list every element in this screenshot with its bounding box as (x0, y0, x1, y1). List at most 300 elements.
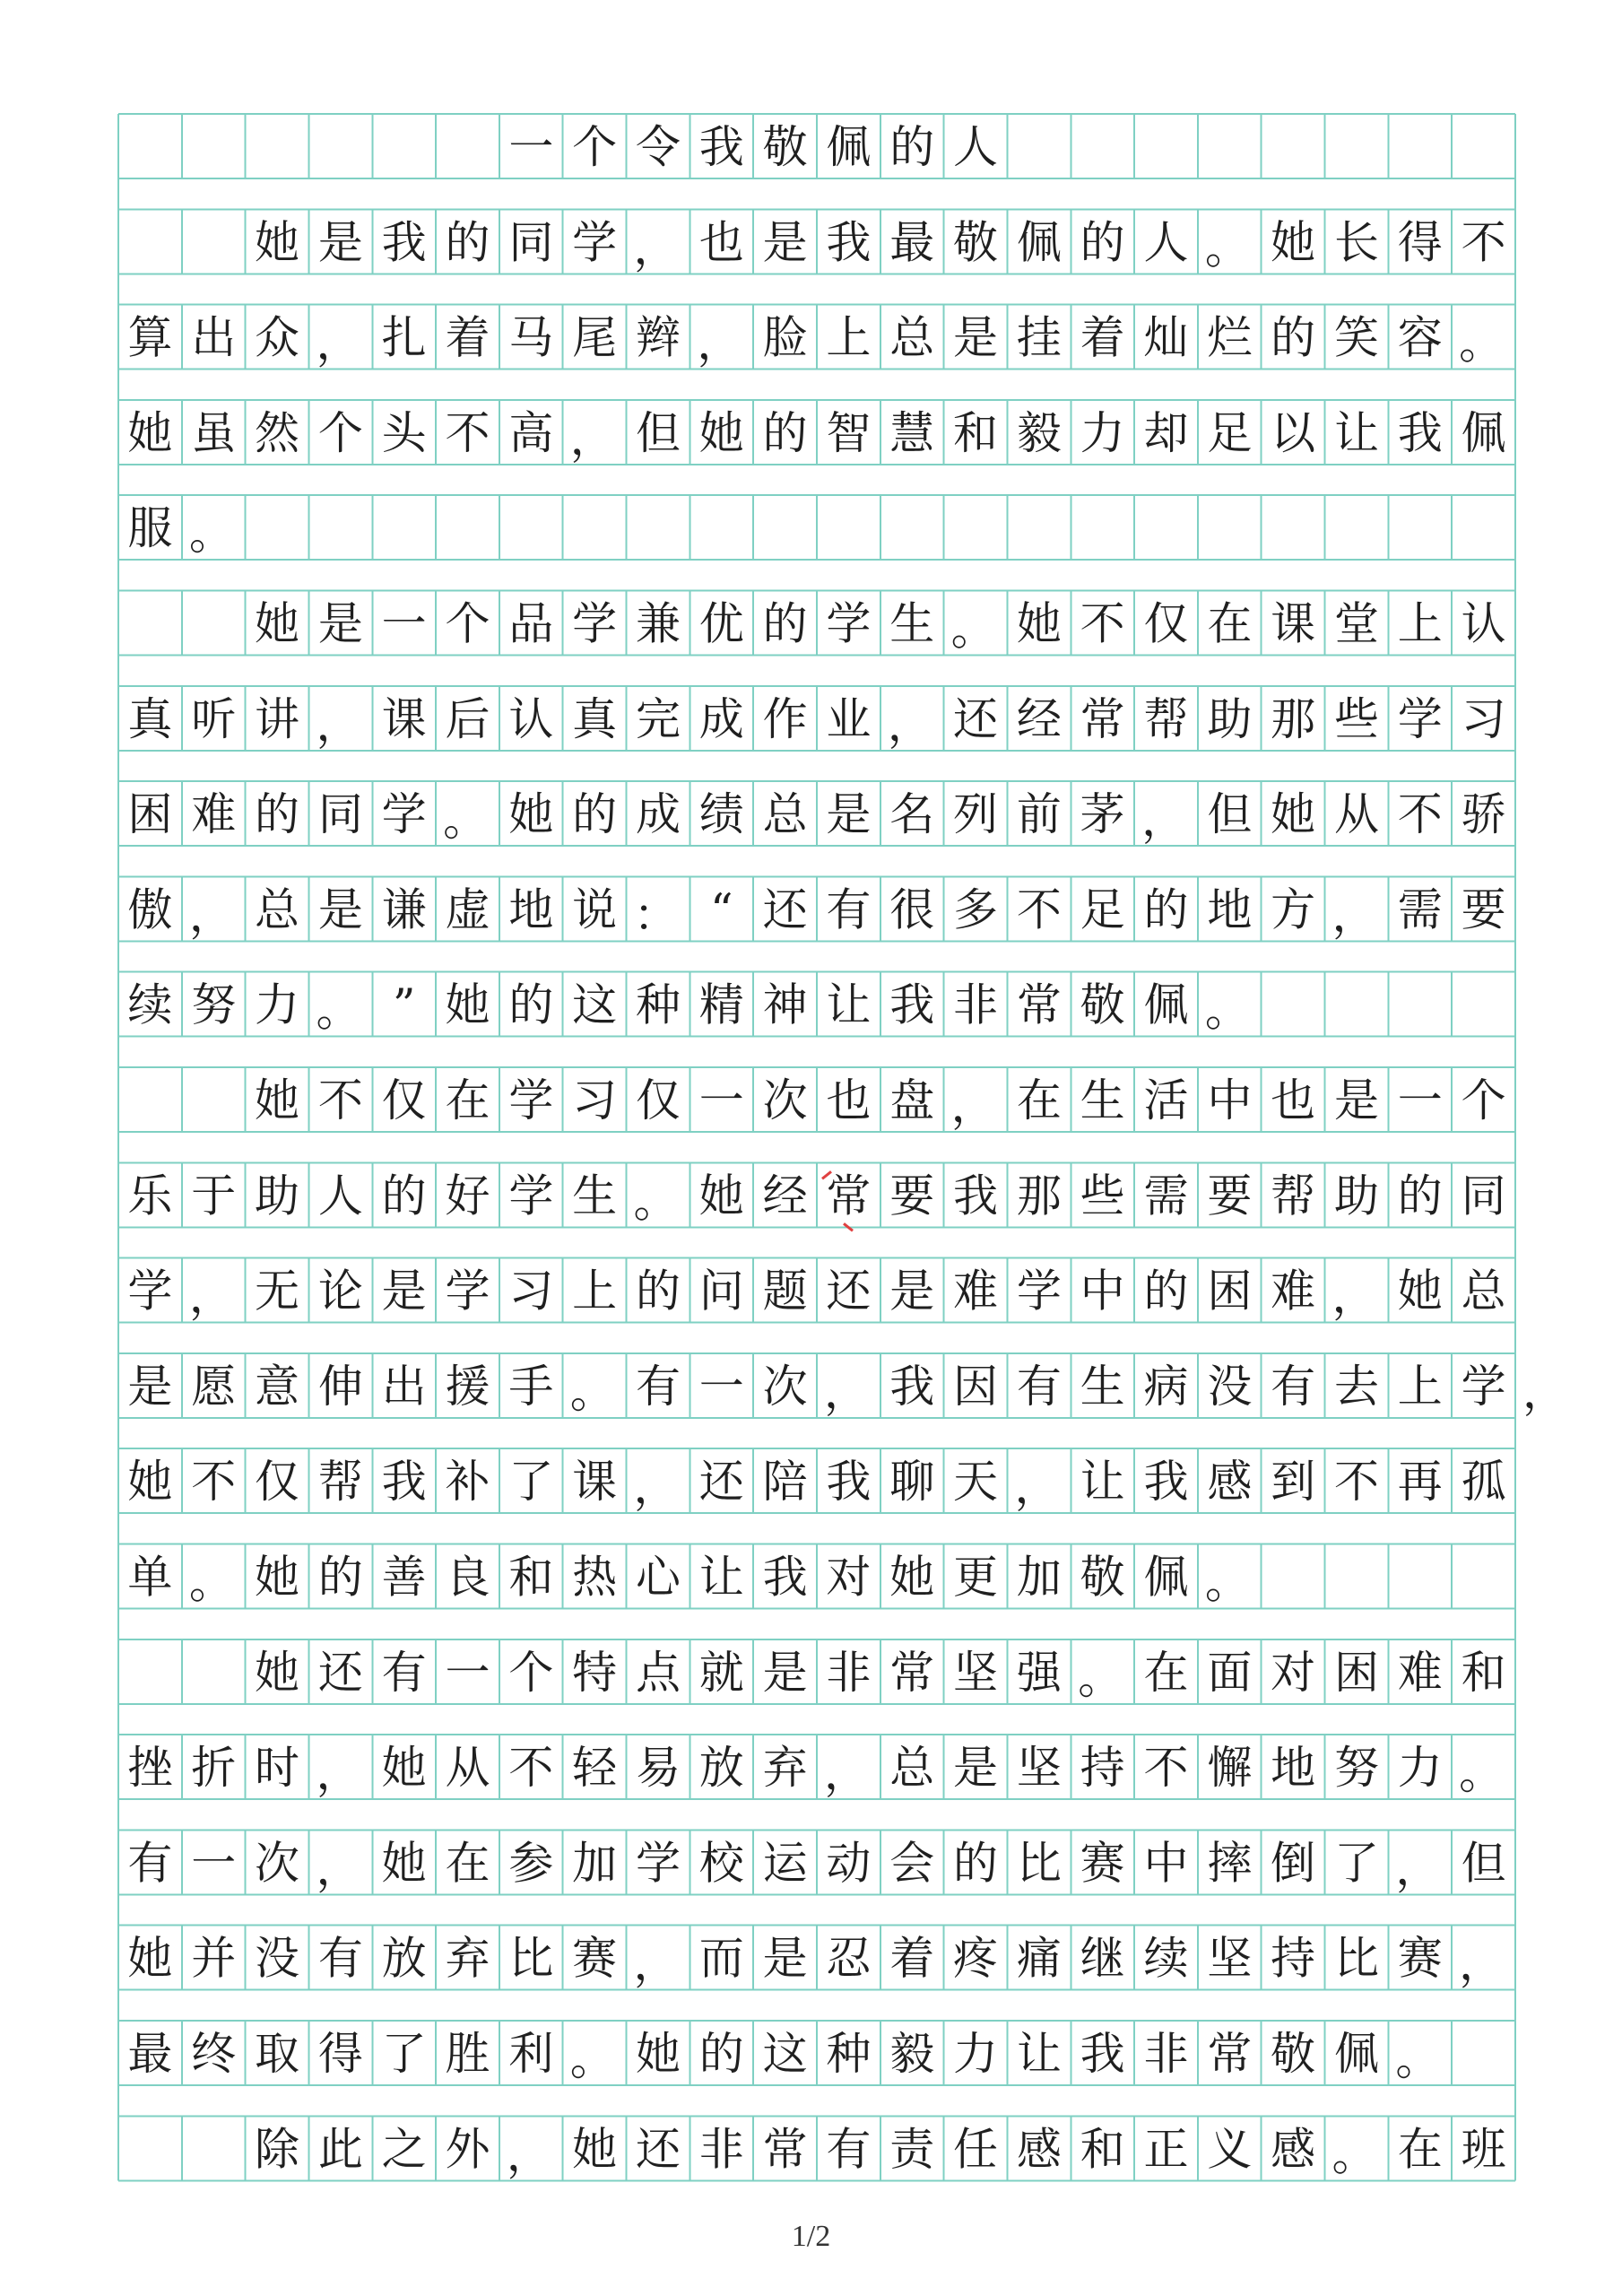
grid-char: 天 (953, 1456, 999, 1509)
grid-char: 得 (1397, 216, 1443, 269)
grid-char: 加 (1016, 1551, 1062, 1604)
grid-char: 总 (1461, 1265, 1506, 1318)
grid-char: 课 (572, 1456, 618, 1509)
grid-char: 还 (698, 1456, 744, 1509)
grid-char: 在 (1207, 597, 1253, 650)
grid-char: 时 (255, 1742, 300, 1795)
grid-char: 的 (1271, 311, 1316, 364)
grid-char: 赛 (572, 1932, 618, 1985)
grid-char: 续 (1143, 1932, 1189, 1985)
grid-char: 我 (1143, 1456, 1189, 1509)
grid-char: 烂 (1207, 311, 1253, 364)
grid-char: 然 (255, 406, 300, 459)
grid-char: 的 (1143, 883, 1189, 936)
grid-char: 总 (255, 883, 300, 936)
grid-char: 让 (1333, 406, 1379, 459)
grid-char: 感 (1207, 1456, 1253, 1509)
grid-char: 习 (508, 1265, 554, 1318)
grid-char: 面 (1207, 1646, 1253, 1699)
grid-char: 扎 (381, 311, 427, 364)
grid-char: 的 (953, 1837, 999, 1890)
grid-char: 忍 (826, 1932, 872, 1985)
grid-char: 校 (698, 1837, 744, 1890)
grid-char: 说 (572, 883, 618, 936)
grid-char: 骄 (1461, 788, 1506, 841)
grid-char: 终 (191, 2028, 237, 2080)
grid-char: 单 (127, 1551, 173, 1604)
grid-char: 她 (889, 1551, 935, 1604)
grid-char: 敬 (762, 121, 808, 173)
grid-char: 挫 (127, 1742, 173, 1795)
grid-char: 智 (826, 406, 872, 459)
grid-char: 放 (381, 1932, 427, 1985)
grid-char: 痛 (1016, 1932, 1062, 1985)
grid-char: 佩 (826, 121, 872, 173)
grid-char: 这 (762, 2028, 808, 2080)
grid-char: 和 (1080, 2123, 1125, 2176)
grid-char: ， (950, 1080, 996, 1132)
grid-char: 同 (317, 788, 363, 841)
grid-char: 她 (255, 1646, 300, 1699)
grid-char: 她 (1271, 216, 1316, 269)
grid-char: 参 (508, 1837, 554, 1890)
grid-char: 一 (1397, 1074, 1443, 1126)
grid-char: 她 (127, 1456, 173, 1509)
grid-char: 题 (762, 1265, 808, 1318)
grid-char: ， (316, 1747, 361, 1800)
grid-char: 虽 (191, 406, 237, 459)
grid-char: 对 (826, 1551, 872, 1604)
grid-char: 神 (762, 978, 808, 1031)
grid-char: ， (506, 2128, 551, 2181)
grid-char: 容 (1397, 311, 1443, 364)
grid-char: 我 (762, 1551, 808, 1604)
grid-char: 困 (127, 788, 173, 841)
grid-char: 非 (698, 2123, 744, 2176)
grid-char: 补 (445, 1456, 490, 1509)
grid-char: ， (1014, 1461, 1060, 1514)
grid-char: 还 (953, 692, 999, 745)
grid-char: 地 (1271, 1742, 1316, 1795)
grid-char: 的 (255, 788, 300, 841)
grid-char: 加 (572, 1837, 618, 1890)
grid-char: 有 (1271, 1360, 1316, 1413)
grid-char: 有 (381, 1646, 427, 1699)
grid-char: 敬 (1080, 978, 1125, 1031)
grid-char: 持 (1271, 1932, 1316, 1985)
grid-char: 手 (508, 1360, 554, 1413)
grid-char: 要 (1207, 1170, 1253, 1222)
grid-char: 学 (1461, 1360, 1506, 1413)
grid-char: 些 (1080, 1170, 1125, 1222)
grid-char: 。 (1395, 2033, 1441, 2085)
grid-char: 经 (762, 1170, 808, 1222)
grid-char: 上 (826, 311, 872, 364)
grid-char: 是 (889, 1265, 935, 1318)
grid-char: 学 (508, 1170, 554, 1222)
grid-char: 到 (1271, 1456, 1316, 1509)
grid-char: 慧 (889, 406, 935, 459)
grid-char: 努 (191, 978, 237, 1031)
grid-char: 放 (698, 1742, 744, 1795)
grid-char: 她 (698, 406, 744, 459)
grid-char: 胜 (445, 2028, 490, 2080)
grid-char: 有 (1016, 1360, 1062, 1413)
grid-char: ， (316, 317, 361, 370)
grid-char: 一 (698, 1074, 744, 1126)
grid-char: 灿 (1143, 311, 1189, 364)
grid-char: 她 (1397, 1265, 1443, 1318)
grid-char: 。 (633, 1175, 679, 1228)
grid-char: 名 (889, 788, 935, 841)
grid-char: 。 (1331, 2128, 1377, 2181)
grid-char: 学 (635, 1837, 681, 1890)
grid-char: 好 (445, 1170, 490, 1222)
grid-char: 作 (762, 692, 808, 745)
grid-char: 和 (953, 406, 999, 459)
grid-char: 业 (826, 692, 872, 745)
grid-char: 算 (127, 311, 173, 364)
grid-char: 我 (889, 978, 935, 1031)
grid-char: 比 (508, 1932, 554, 1985)
grid-char: 陪 (762, 1456, 808, 1509)
grid-char: 最 (127, 2028, 173, 2080)
grid-char: ， (633, 222, 679, 274)
grid-char: ， (887, 698, 932, 751)
grid-char: 她 (508, 788, 554, 841)
grid-char: 认 (508, 692, 554, 745)
grid-char: 之 (381, 2123, 427, 2176)
grid-char: 真 (572, 692, 618, 745)
grid-char: 要 (1461, 883, 1506, 936)
grid-char: 有 (826, 2123, 872, 2176)
grid-char: 。 (188, 508, 234, 561)
grid-char: 我 (381, 216, 427, 269)
grid-char: 弃 (445, 1932, 490, 1985)
grid-char: 总 (889, 1742, 935, 1795)
grid-char: “ (709, 883, 733, 936)
grid-char: 学 (445, 1265, 490, 1318)
grid-char: 是 (317, 883, 363, 936)
grid-char: 有 (826, 883, 872, 936)
grid-char: 去 (1333, 1360, 1379, 1413)
grid-char: 堂 (1333, 597, 1379, 650)
grid-char: 一 (191, 1837, 237, 1890)
grid-char: 有 (317, 1932, 363, 1985)
grid-char: 。 (1204, 1556, 1250, 1609)
grid-char: 些 (1333, 692, 1379, 745)
grid-char: 的 (445, 216, 490, 269)
grid-char: 一 (698, 1360, 744, 1413)
grid-char: 善 (381, 1551, 427, 1604)
grid-char: 个 (508, 1646, 554, 1699)
grid-char: 聊 (889, 1456, 935, 1509)
grid-char: ， (1459, 1937, 1505, 1990)
grid-char: 挂 (1016, 311, 1062, 364)
grid-char: 继 (1080, 1932, 1125, 1985)
grid-char: 成 (698, 692, 744, 745)
grid-char: 常 (1080, 692, 1125, 745)
grid-char: 辫 (635, 311, 681, 364)
grid-char: 弃 (762, 1742, 808, 1795)
grid-char: ， (824, 1747, 869, 1800)
grid-char: 是 (381, 1265, 427, 1318)
grid-char: 要 (889, 1170, 935, 1222)
grid-char: 是 (127, 1360, 173, 1413)
grid-char: 却 (1143, 406, 1189, 459)
grid-char: 良 (445, 1551, 490, 1604)
grid-char: 个 (445, 597, 490, 650)
grid-char: 学 (572, 597, 618, 650)
grid-char: 帮 (317, 1456, 363, 1509)
grid-char: 前 (1016, 788, 1062, 841)
grid-char: 兼 (635, 597, 681, 650)
grid-char: 。 (443, 794, 489, 847)
grid-char: 的 (508, 978, 554, 1031)
grid-char: 的 (635, 1265, 681, 1318)
grid-char: 谦 (381, 883, 427, 936)
essay-text (127, 121, 1567, 2180)
grid-char: 力 (1080, 406, 1125, 459)
grid-char: 力 (953, 2028, 999, 2080)
grid-char: 敬 (1080, 1551, 1125, 1604)
grid-char: 有 (635, 1360, 681, 1413)
grid-char: 人 (317, 1170, 363, 1222)
grid-char: 列 (953, 788, 999, 841)
grid-char: 续 (127, 978, 173, 1031)
grid-char: 援 (445, 1360, 490, 1413)
grid-char: 有 (127, 1837, 173, 1890)
grid-char: 义 (1207, 2123, 1253, 2176)
grid-char: 在 (1397, 2123, 1443, 2176)
grid-char: 但 (1207, 788, 1253, 841)
grid-char: 虚 (445, 883, 490, 936)
grid-char: 高 (508, 406, 554, 459)
grid-char: 仅 (381, 1074, 427, 1126)
grid-char: 坚 (953, 1646, 999, 1699)
grid-char: 生 (572, 1170, 618, 1222)
grid-char: 难 (1271, 1265, 1316, 1318)
grid-char: ， (1141, 794, 1187, 847)
grid-char: 习 (572, 1074, 618, 1126)
grid-char: 是 (1333, 1074, 1379, 1126)
grid-char: 我 (826, 1456, 872, 1509)
grid-char: 愿 (191, 1360, 237, 1413)
grid-char: 她 (572, 2123, 618, 2176)
grid-char: 不 (1461, 216, 1506, 269)
grid-char: 因 (953, 1360, 999, 1413)
grid-char: 的 (698, 2028, 744, 2080)
grid-char: 让 (698, 1551, 744, 1604)
grid-char: 孤 (1461, 1456, 1506, 1509)
grid-char: 次 (762, 1074, 808, 1126)
grid-char: 学 (127, 1265, 173, 1318)
grid-char: 笑 (1333, 311, 1379, 364)
grid-char: 佩 (1333, 2028, 1379, 2080)
grid-char: 种 (635, 978, 681, 1031)
grid-char: 茅 (1080, 788, 1125, 841)
grid-char: 不 (1333, 1456, 1379, 1509)
grid-char: 个 (572, 121, 618, 173)
grid-char: 常 (1207, 2028, 1253, 2080)
grid-char: 取 (255, 2028, 300, 2080)
grid-char: 以 (1271, 406, 1316, 459)
grid-char: 而 (698, 1932, 744, 1985)
grid-char: 人 (1143, 216, 1189, 269)
grid-char: 助 (255, 1170, 300, 1222)
grid-char: 的 (1143, 1265, 1189, 1318)
grid-char: 比 (1333, 1932, 1379, 1985)
grid-char: 。 (569, 2033, 615, 2085)
grid-char: 特 (572, 1646, 618, 1699)
grid-char: 责 (889, 2123, 935, 2176)
grid-char: 她 (698, 1170, 744, 1222)
grid-char: 让 (826, 978, 872, 1031)
grid-char: 那 (1271, 692, 1316, 745)
grid-char: 个 (317, 406, 363, 459)
grid-char: 此 (317, 2123, 363, 2176)
grid-char: 。 (1204, 222, 1250, 274)
grid-char: 令 (635, 121, 681, 173)
grid-char: 。 (950, 603, 996, 656)
grid-char: ， (697, 317, 742, 370)
grid-char: 仅 (1143, 597, 1189, 650)
grid-char: 上 (1397, 1360, 1443, 1413)
grid-char: ， (316, 1842, 361, 1895)
grid-char: 难 (953, 1265, 999, 1318)
grid-char: 佩 (1143, 1551, 1189, 1604)
grid-char: 地 (1207, 883, 1253, 936)
grid-char: 活 (1143, 1074, 1189, 1126)
grid-char: 困 (1207, 1265, 1253, 1318)
grid-char: 出 (191, 311, 237, 364)
grid-char: 会 (889, 1837, 935, 1890)
page-number: 1/2 (791, 2220, 831, 2253)
grid-char: 真 (127, 692, 173, 745)
grid-char: 那 (1016, 1170, 1062, 1222)
grid-char: 心 (635, 1551, 681, 1604)
grid-char: 班 (1461, 2123, 1506, 2176)
grid-char: 佩 (1016, 216, 1062, 269)
grid-char: 马 (508, 311, 554, 364)
grid-char: 强 (1016, 1646, 1062, 1699)
grid-char: 在 (445, 1837, 490, 1890)
grid-char: 。 (569, 1365, 615, 1418)
grid-char: 点 (635, 1646, 681, 1699)
grid-char: ， (188, 889, 234, 942)
grid-char: 她 (381, 1837, 427, 1890)
grid-char: 她 (127, 1932, 173, 1985)
grid-char: 脸 (762, 311, 808, 364)
grid-char: 盘 (889, 1074, 935, 1126)
grid-char: 不 (1397, 788, 1443, 841)
grid-char: 是 (762, 1646, 808, 1699)
grid-char: 赛 (1397, 1932, 1443, 1985)
grid-char: 常 (826, 1170, 872, 1222)
grid-char: 没 (255, 1932, 300, 1985)
grid-char: 优 (698, 597, 744, 650)
grid-char: 得 (317, 2028, 363, 2080)
grid-char: 非 (953, 978, 999, 1031)
grid-char: 着 (445, 311, 490, 364)
grid-char: 难 (1397, 1646, 1443, 1699)
grid-char: 她 (381, 1742, 427, 1795)
grid-char: 我 (1397, 406, 1443, 459)
grid-char: 常 (889, 1646, 935, 1699)
grid-char: 非 (1143, 2028, 1189, 2080)
grid-char: 人 (953, 121, 999, 173)
grid-char: 尾 (572, 311, 618, 364)
grid-char: 。 (188, 1556, 234, 1609)
grid-char: 是 (317, 216, 363, 269)
grid-char: 赛 (1080, 1837, 1125, 1890)
grid-char: 经 (1016, 692, 1062, 745)
grid-char: 的 (889, 121, 935, 173)
grid-char: 这 (572, 978, 618, 1031)
grid-char: 困 (1333, 1646, 1379, 1699)
grid-char: 对 (1271, 1646, 1316, 1699)
grid-char: 学 (381, 788, 427, 841)
grid-char: 折 (191, 1742, 237, 1795)
grid-char: 。 (1078, 1651, 1123, 1704)
grid-char: 了 (508, 1456, 554, 1509)
grid-char: 助 (1333, 1170, 1379, 1222)
grid-char: 的 (1080, 216, 1125, 269)
grid-char: 不 (508, 1742, 554, 1795)
grid-char: 动 (826, 1837, 872, 1890)
grid-char: 生 (1080, 1360, 1125, 1413)
grid-char: 的 (572, 788, 618, 841)
grid-char: 让 (1080, 1456, 1125, 1509)
grid-char: 易 (635, 1742, 681, 1795)
grid-char: 多 (953, 883, 999, 936)
grid-char: 她 (255, 1551, 300, 1604)
grid-char: 是 (317, 597, 363, 650)
grid-char: 次 (255, 1837, 300, 1890)
grid-char: 利 (508, 2028, 554, 2080)
grid-char: 还 (826, 1265, 872, 1318)
grid-char: 最 (889, 216, 935, 269)
grid-char: 毅 (889, 2028, 935, 2080)
grid-char: 是 (762, 1932, 808, 1985)
grid-char: 轻 (572, 1742, 618, 1795)
grid-char: 意 (255, 1360, 300, 1413)
grid-char: 常 (1016, 978, 1062, 1031)
grid-char: 次 (762, 1360, 808, 1413)
grid-char: 感 (1016, 2123, 1062, 2176)
grid-char: 帮 (1143, 692, 1189, 745)
grid-char: 病 (1143, 1360, 1189, 1413)
grid-char: 方 (1271, 883, 1316, 936)
grid-char: 是 (762, 216, 808, 269)
grid-char: 除 (255, 2123, 300, 2176)
grid-char: ， (1331, 889, 1377, 942)
grid-char: 助 (1207, 692, 1253, 745)
grid-char: 在 (445, 1074, 490, 1126)
grid-char: 帮 (1271, 1170, 1316, 1222)
grid-char: 她 (255, 1074, 300, 1126)
grid-char: 不 (317, 1074, 363, 1126)
grid-char: 课 (1271, 597, 1316, 650)
grid-char: 让 (1016, 2028, 1062, 2080)
grid-char: 同 (508, 216, 554, 269)
grid-char: 疼 (953, 1932, 999, 1985)
grid-char: 是 (953, 1742, 999, 1795)
grid-char: 服 (127, 502, 173, 555)
grid-char: 乐 (127, 1170, 173, 1222)
grid-char: 运 (762, 1837, 808, 1890)
grid-char: 她 (255, 597, 300, 650)
